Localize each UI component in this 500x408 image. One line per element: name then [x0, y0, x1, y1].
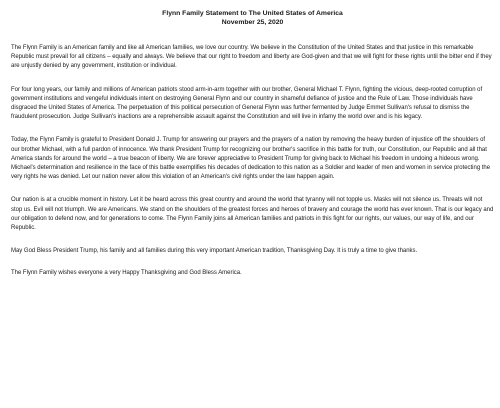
paragraph-blessing: May God Bless President Trump, his family and all families during this very important American tradition, Thanksgiving Day. It is truly a time to give thanks. [11, 248, 418, 255]
paragraph-crucible: Our nation is at a crucible moment in history. Let it be heard across this great country and around the world that tyranny will not topple us. Masks will not silence us. Threats will not stop us. Evil will not triumph. We are Americans. We stand on the shoulders of the greatest forces and heroes of bravery and courage the world has ever known. That is our legacy and our obligation to defend now, and for generations to come. The Flynn Family joins all American families and patriots in this fight for our rights, our values, our way of life, and our Republic. [11, 197, 494, 232]
document-date: November 25, 2020 [221, 19, 284, 26]
paragraph-intro: The Flynn Family is an American family and like all American families, we love our country. We believe in the Constitution of the United States and that justice in this remarkable Republic must prevail for all citizens – equally and always. We believe that our right to freedom and liberty are God-given and that we will fight for these rights until the bitter end if they are unjustly denied by any government, institution or individual. [11, 45, 492, 70]
paragraph-closing: The Flynn Family wishes everyone a very Happy Thanksgiving and God Bless America. [11, 270, 242, 277]
paragraph-today: Today, the Flynn Family is grateful to President Donald J. Trump for answering our prayers and the prayers of a nation by removing the heavy burden of injustice off the shoulders of our brother Michael, with a full pardon of innocence. We thank President Trump for recognizing our brother's sacrifice in this battle for truth, our Constitution, our Republic and all that America stands for around the world – a true beacon of liberty. We are forever appreciative to President Trump for giving back to Michael his freedom in undoing a hideous wrong. Michael's determination and resilience in the face of this battle exemplifies his decades of dedication to this nation as a Soldier and leader of men and women in service protecting the very rights he was denied. Let our nation never allow this violation of an American's civil rights under the law happen again. [11, 137, 491, 181]
document-title: Flynn Family Statement to The United States of America [162, 10, 343, 17]
paragraph-four-years: For four long years, our family and millions of American patriots stood arm-in-arm together with our brother, General Michael T. Flynn, fighting the vicious, deep-rooted corruption of government institutions and vengeful individuals intent on destroying General Flynn and our country in shameful defiance of justice and the Rule of Law. Those individuals have disgraced the United States of America. The perpetuation of this political persecution of General Flynn was further fermented by Judge Emmet Sullivan's refusal to dismiss the fraudulent prosecution. Judge Sullivan's inactions are a reprehensible assault against the Constitution and will live in infamy the world over and is his legacy. [11, 86, 483, 121]
